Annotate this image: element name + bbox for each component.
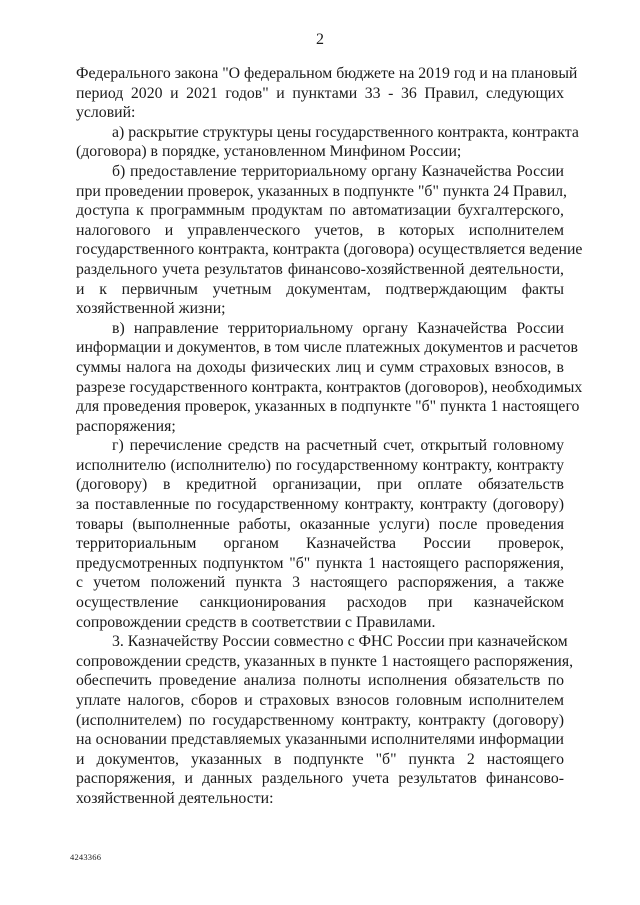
text-line: (договора) в порядке, установленном Минфином России;: [76, 143, 462, 161]
text-line: с учетом положений пункта 3 настоящего распоряжения, а также: [76, 574, 564, 592]
text-line: раздельного учета результатов финансово-хозяйственной деятельности,: [76, 260, 564, 278]
text-line: хозяйственной жизни;: [76, 300, 226, 318]
text-line: в) направление территориальному органу Казначейства России: [112, 319, 564, 337]
text-line: а) раскрытие структуры цены государственного контракта, контракта: [112, 123, 579, 141]
document-body: [76, 64, 583, 809]
text-line: предусмотренных подпунктом "б" пункта 1 настоящего распоряжения,: [76, 554, 564, 572]
text-line: сопровождении средств в соответствии с Правилами.: [76, 613, 436, 631]
text-line: (договору) в кредитной организации, при оплате обязательств: [76, 476, 564, 494]
document-code: 4243366: [70, 852, 102, 862]
page-number: 2: [316, 31, 324, 48]
text-line: 3. Казначейству России совместно с ФНС России при казначейском: [112, 633, 568, 651]
text-line: доступа к программным продуктам по автоматизации бухгалтерского,: [76, 202, 564, 220]
text-line: период 2020 и 2021 годов" и пунктами 33 - 36 Правил, следующих: [76, 84, 564, 102]
text-line: осуществление санкционирования расходов при казначейском: [76, 594, 564, 612]
text-line: на основании представляемых указанными исполнителями информации: [76, 731, 564, 749]
text-line: суммы налога на доходы физических лиц и сумм страховых взносов, в: [76, 358, 564, 376]
text-line: (исполнителем) по государственному контракту, контракту (договору): [76, 711, 564, 729]
text-line: за поставленные по государственному контракту, контракту (договору): [76, 496, 564, 514]
text-line: для проведения проверок, указанных в подпункте "б" пункта 1 настоящего: [76, 398, 580, 416]
text-line: территориальным органом Казначейства России проверок,: [76, 535, 564, 553]
text-line: и документов, указанных в подпункте "б" пункта 2 настоящего: [76, 750, 564, 768]
text-line: информации и документов, в том числе платежных документов и расчетов: [76, 339, 578, 357]
text-line: сопровождении средств, указанных в пункте 1 настоящего распоряжения,: [76, 652, 574, 670]
text-line: налогового и управленческого учетов, в которых исполнителем: [76, 221, 564, 239]
text-line: разрезе государственного контракта, контрактов (договоров), необходимых: [76, 378, 583, 396]
text-line: распоряжения;: [76, 417, 176, 435]
text-line: государственного контракта, контракта (договора) осуществляется ведение: [76, 241, 583, 259]
text-line: б) предоставление территориальному органу Казначейства России: [112, 162, 564, 180]
text-line: Федерального закона "О федеральном бюджете на 2019 год и на плановый: [76, 65, 578, 82]
text-line: товары (выполненные работы, оказанные услуги) после проведения: [76, 515, 564, 533]
text-line: уплате налогов, сборов и страховых взносов головным исполнителем: [76, 692, 564, 709]
text-line: при проведении проверок, указанных в подпункте "б" пункта 24 Правил,: [76, 182, 567, 200]
text-line: хозяйственной деятельности:: [76, 789, 274, 807]
text-line: обеспечить проведение анализа полноты исполнения обязательств по: [76, 672, 564, 690]
text-line: исполнителю (исполнителю) по государственному контракту, контракту: [76, 456, 564, 474]
text-line: г) перечисление средств на расчетный счет, открытый головному: [112, 437, 564, 455]
text-line: условий:: [76, 104, 136, 122]
text-line: и к первичным учетным документам, подтверждающим факты: [76, 280, 564, 298]
text-line: распоряжения, и данных раздельного учета результатов финансово-: [76, 770, 564, 788]
